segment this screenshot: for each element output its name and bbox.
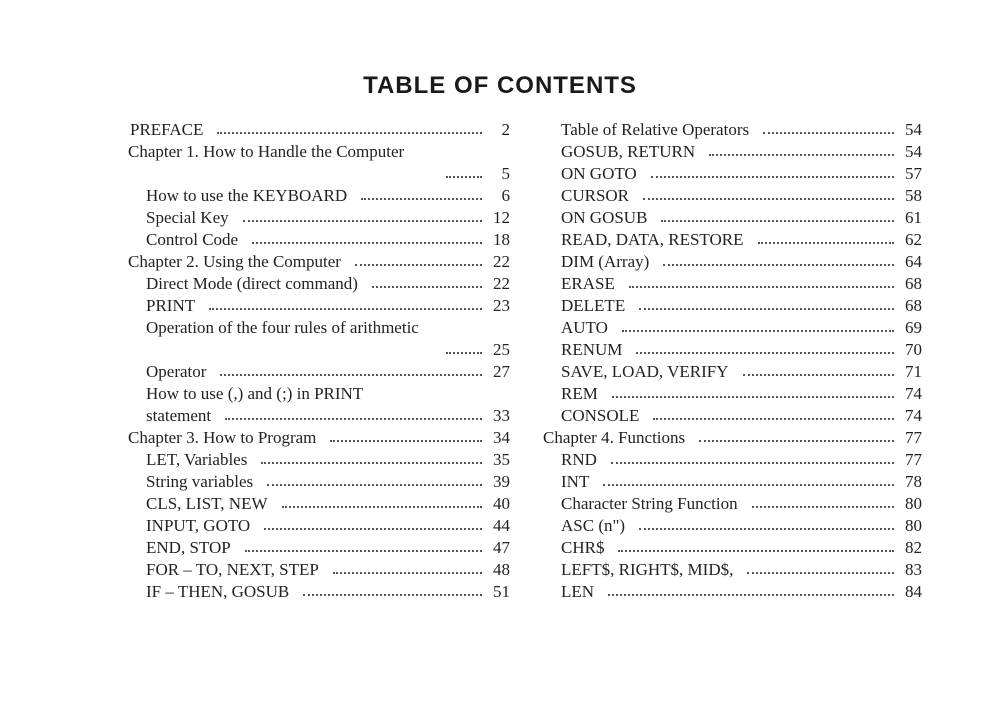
toc-entry-page: 74: [905, 406, 922, 425]
toc-entry-label: FOR – TO, NEXT, STEP: [146, 560, 319, 579]
toc-right-column: [543, 119, 922, 603]
toc-entry-page: 61: [905, 208, 922, 227]
toc-entry-label: Chapter 4. Functions: [543, 428, 686, 447]
toc-entry-page: 2: [501, 120, 510, 139]
toc-entry-label: PRINT: [146, 296, 196, 315]
dot-leader: [752, 505, 894, 508]
toc-entry-page: 44: [493, 516, 510, 535]
toc-entry: [128, 163, 510, 185]
toc-entry-label: Chapter 3. How to Program: [128, 428, 317, 447]
toc-entry-label: LEFT$, RIGHT$, MID$,: [561, 560, 734, 579]
dot-leader: [651, 175, 894, 178]
dot-leader: [333, 571, 482, 574]
dot-leader: [653, 417, 894, 420]
toc-left-column: [128, 119, 510, 603]
toc-entry-page: 22: [493, 252, 510, 271]
toc-entry-label: Operation of the four rules of arithmetic: [146, 318, 419, 337]
dot-leader: [758, 241, 894, 244]
dot-leader: [261, 461, 482, 464]
toc-entry-page: 77: [905, 450, 922, 469]
toc-entry-page: 54: [905, 142, 922, 161]
dot-leader: [661, 219, 894, 222]
toc-entry-page: 70: [905, 340, 922, 359]
toc-entry-label: DIM (Array): [561, 252, 650, 271]
toc-entry-label: GOSUB, RETURN: [561, 142, 696, 161]
dot-leader: [629, 285, 894, 288]
toc-entry-label: ON GOSUB: [561, 208, 648, 227]
toc-entry-page: 47: [493, 538, 510, 557]
toc-entry: [543, 493, 922, 515]
toc-entry: [543, 185, 922, 207]
toc-entry-page: 5: [501, 164, 510, 183]
dot-leader: [446, 175, 482, 178]
toc-entry-page: 68: [905, 274, 922, 293]
toc-entry-page: 83: [905, 560, 922, 579]
toc-entry-page: 62: [905, 230, 922, 249]
toc-entry: [543, 581, 922, 603]
toc-entry: [128, 251, 510, 273]
toc-entry: [543, 163, 922, 185]
toc-entry-label: CURSOR: [561, 186, 630, 205]
toc-entry: [128, 141, 510, 163]
toc-entry-label: ERASE: [561, 274, 615, 293]
toc-entry: [543, 207, 922, 229]
toc-entry-label: IF – THEN, GOSUB: [146, 582, 290, 601]
toc-entry-label: Table of Relative Operators: [561, 120, 750, 139]
toc-entry-label: SAVE, LOAD, VERIFY: [561, 362, 729, 381]
toc-entry: [128, 295, 510, 317]
toc-entry-label: Special Key: [146, 208, 229, 227]
toc-entry: [543, 273, 922, 295]
toc-entry: [543, 295, 922, 317]
toc-entry: [128, 185, 510, 207]
toc-entry: [128, 449, 510, 471]
toc-entry-page: 80: [905, 516, 922, 535]
dot-leader: [225, 417, 482, 420]
toc-entry: [543, 559, 922, 581]
toc-entry: [543, 251, 922, 273]
dot-leader: [303, 593, 482, 596]
dot-leader: [267, 483, 482, 486]
toc-entry-label: LET, Variables: [146, 450, 248, 469]
toc-entry-label: String variables: [146, 472, 254, 491]
toc-entry-label: RENUM: [561, 340, 623, 359]
toc-entry: [543, 339, 922, 361]
toc-entry-label: How to use (,) and (;) in PRINT: [146, 384, 364, 403]
toc-entry-page: 39: [493, 472, 510, 491]
toc-entry: [128, 427, 510, 449]
dot-leader: [643, 197, 894, 200]
toc-entry-label: INPUT, GOTO: [146, 516, 251, 535]
toc-entry-page: 77: [905, 428, 922, 447]
dot-leader: [747, 571, 894, 574]
toc-entry-label: DELETE: [561, 296, 626, 315]
dot-leader: [743, 373, 894, 376]
toc-entry-page: 84: [905, 582, 922, 601]
toc-entry: [128, 273, 510, 295]
dot-leader: [622, 329, 894, 332]
toc-entry: [128, 559, 510, 581]
toc-entry-label: READ, DATA, RESTORE: [561, 230, 744, 249]
toc-entry-label: statement: [146, 406, 212, 425]
toc-entry-label: Direct Mode (direct command): [146, 274, 358, 293]
toc-entry-label: Operator: [146, 362, 207, 381]
dot-leader: [372, 285, 482, 288]
dot-leader: [220, 373, 482, 376]
toc-entry: [543, 317, 922, 339]
toc-entry: [543, 405, 922, 427]
toc-entry-page: 40: [493, 494, 510, 513]
toc-entry-label: LEN: [561, 582, 595, 601]
toc-entry: [128, 537, 510, 559]
toc-entry: [128, 207, 510, 229]
dot-leader: [699, 439, 894, 442]
toc-entry-label: RND: [561, 450, 597, 469]
dot-leader: [264, 527, 482, 530]
toc-entry: [543, 361, 922, 383]
toc-entry-label: CHR$: [561, 538, 605, 557]
toc-entry-page: 57: [905, 164, 922, 183]
toc-entry-page: 71: [905, 362, 922, 381]
toc-entry-page: 18: [493, 230, 510, 249]
dot-leader: [709, 153, 894, 156]
toc-entry-page: 69: [905, 318, 922, 337]
dot-leader: [243, 219, 482, 222]
toc-entry: [128, 405, 510, 427]
dot-leader: [611, 461, 894, 464]
dot-leader: [361, 197, 482, 200]
toc-entry-page: 25: [493, 340, 510, 359]
toc-entry-label: Control Code: [146, 230, 239, 249]
toc-entry: [128, 471, 510, 493]
toc-entry-label: INT: [561, 472, 590, 491]
toc-entry-page: 68: [905, 296, 922, 315]
toc-entry: [128, 493, 510, 515]
toc-entry: [543, 229, 922, 251]
toc-entry: [128, 581, 510, 603]
toc-entry-label: ASC (n"): [561, 516, 626, 535]
toc-entry: [543, 119, 922, 141]
toc-entry: [543, 537, 922, 559]
toc-entry-label: END, STOP: [146, 538, 231, 557]
toc-entry: [128, 361, 510, 383]
dot-leader: [608, 593, 894, 596]
dot-leader: [639, 527, 894, 530]
dot-leader: [663, 263, 894, 266]
dot-leader: [446, 351, 482, 354]
dot-leader: [217, 131, 482, 134]
toc-entry-page: 78: [905, 472, 922, 491]
dot-leader: [282, 505, 482, 508]
toc-entry-page: 27: [493, 362, 510, 381]
toc-entry-label: CONSOLE: [561, 406, 640, 425]
toc-entry-label: How to use the KEYBOARD: [146, 186, 348, 205]
toc-entry-page: 35: [493, 450, 510, 469]
toc-entry: [128, 317, 510, 339]
toc-entry: [543, 427, 922, 449]
toc-entry-page: 82: [905, 538, 922, 557]
toc-entry-label: PREFACE: [130, 120, 204, 139]
toc-entry-page: 80: [905, 494, 922, 513]
toc-entry-page: 6: [501, 186, 510, 205]
toc-entry-page: 51: [493, 582, 510, 601]
dot-leader: [618, 549, 894, 552]
dot-leader: [603, 483, 894, 486]
dot-leader: [252, 241, 482, 244]
toc-entry-page: 64: [905, 252, 922, 271]
toc-entry-page: 23: [493, 296, 510, 315]
dot-leader: [330, 439, 482, 442]
dot-leader: [636, 351, 894, 354]
toc-entry-page: 48: [493, 560, 510, 579]
toc-entry-label: ON GOTO: [561, 164, 637, 183]
dot-leader: [355, 263, 482, 266]
toc-entry: [128, 119, 510, 141]
toc-entry: [543, 515, 922, 537]
dot-leader: [612, 395, 894, 398]
toc-entry-label: Character String Function: [561, 494, 738, 513]
toc-entry: [543, 471, 922, 493]
toc-entry: [543, 383, 922, 405]
toc-entry: [128, 383, 510, 405]
dot-leader: [639, 307, 894, 310]
toc-entry: [543, 449, 922, 471]
toc-entry-page: 58: [905, 186, 922, 205]
toc-entry-label: Chapter 1. How to Handle the Computer: [128, 142, 405, 161]
toc-entry-label: AUTO: [561, 318, 608, 337]
dot-leader: [763, 131, 894, 134]
dot-leader: [245, 549, 482, 552]
toc-entry: [128, 339, 510, 361]
toc-entry-page: 22: [493, 274, 510, 293]
toc-entry-page: 33: [493, 406, 510, 425]
dot-leader: [209, 307, 482, 310]
toc-entry-label: Chapter 2. Using the Computer: [128, 252, 341, 271]
toc-entry: [128, 515, 510, 537]
toc-entry-page: 54: [905, 120, 922, 139]
toc-entry-page: 74: [905, 384, 922, 403]
toc-entry: [128, 229, 510, 251]
toc-entry: [543, 141, 922, 163]
toc-entry-label: CLS, LIST, NEW: [146, 494, 268, 513]
toc-entry-label: REM: [561, 384, 598, 403]
toc-entry-page: 34: [493, 428, 510, 447]
toc-entry-page: 12: [493, 208, 510, 227]
page-title: TABLE OF CONTENTS: [363, 72, 637, 99]
